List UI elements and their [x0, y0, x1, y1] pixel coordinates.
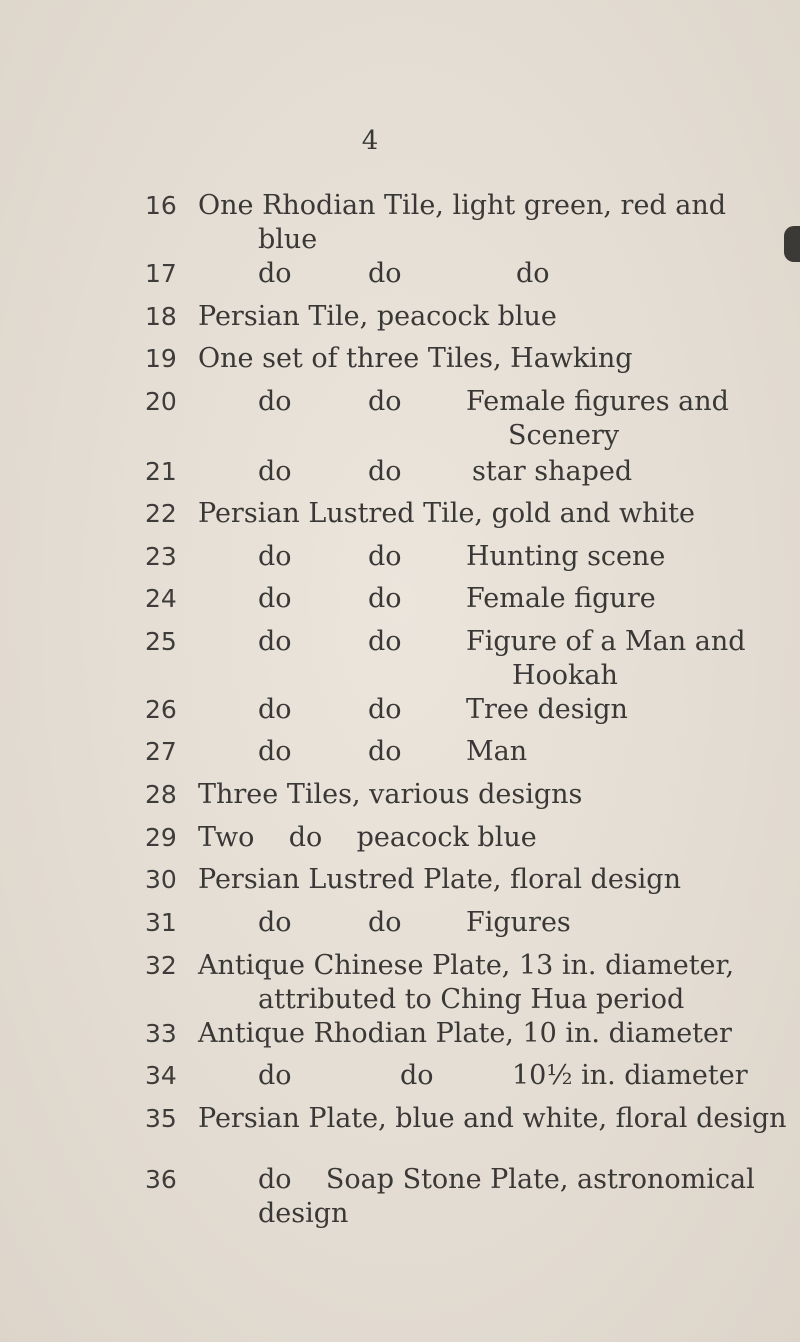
ditto-mark: do: [368, 736, 402, 767]
lot-number: 30: [145, 865, 177, 894]
lot-description: Tree design: [466, 694, 628, 725]
lot-number: 28: [145, 780, 177, 809]
lot-number: 35: [145, 1104, 177, 1133]
lot-number: 22: [145, 499, 177, 528]
lot-description: Hunting scene: [466, 541, 666, 572]
lot-number: 24: [145, 584, 177, 613]
lot-number: 16: [145, 191, 177, 220]
lot-description: Persian Plate, blue and white, floral design: [198, 1103, 787, 1134]
ditto-mark: do: [258, 907, 292, 938]
ditto-mark: do: [368, 258, 402, 289]
lot-description: Man: [466, 736, 528, 767]
ditto-mark: do: [368, 583, 402, 614]
lot-description-continued: attributed to Ching Hua period: [258, 984, 685, 1015]
ditto-mark: do: [258, 583, 292, 614]
lot-number: 26: [145, 695, 177, 724]
lot-description: Antique Chinese Plate, 13 in. diameter,: [198, 950, 735, 981]
ditto-mark: do: [368, 386, 402, 417]
lot-number: 23: [145, 542, 177, 571]
lot-number: 34: [145, 1061, 177, 1090]
ditto-mark: do: [368, 626, 402, 657]
lot-number: 36: [145, 1165, 177, 1194]
lot-description: 10½ in. diameter: [512, 1060, 748, 1091]
lot-number: 31: [145, 908, 177, 937]
lot-number: 19: [145, 344, 177, 373]
ditto-mark: do: [258, 626, 292, 657]
lot-number: 29: [145, 823, 177, 852]
ink-blot: [784, 226, 800, 262]
lot-number: 17: [145, 259, 177, 288]
lot-number: 25: [145, 627, 177, 656]
ditto-mark: do: [368, 541, 402, 572]
ditto-mark: do: [516, 258, 550, 289]
lot-description: Female figures and: [466, 386, 729, 417]
lot-number: 20: [145, 387, 177, 416]
lot-number: 21: [145, 457, 177, 486]
lot-description: Persian Lustred Plate, floral design: [198, 864, 681, 895]
ditto-mark: do: [258, 541, 292, 572]
lot-description: Figures: [466, 907, 571, 938]
ditto-mark: do: [258, 1060, 292, 1091]
lot-description-continued: Hookah: [512, 660, 618, 691]
ditto-mark: do: [258, 736, 292, 767]
lot-description: Persian Lustred Tile, gold and white: [198, 498, 695, 529]
ditto-mark: do: [400, 1060, 434, 1091]
lot-description-continued: blue: [258, 224, 318, 255]
lot-description: Antique Rhodian Plate, 10 in. diameter: [198, 1018, 732, 1049]
lot-description: One Rhodian Tile, light green, red and: [198, 190, 727, 221]
lot-number: 32: [145, 951, 177, 980]
page-number: 4: [361, 126, 379, 156]
lot-description: One set of three Tiles, Hawking: [198, 343, 633, 374]
lot-number: 33: [145, 1019, 177, 1048]
lot-description: do Soap Stone Plate, astronomical: [258, 1164, 755, 1195]
ditto-mark: do: [368, 456, 402, 487]
ditto-mark: do: [368, 907, 402, 938]
lot-description-continued: Scenery: [508, 420, 620, 451]
lot-description: Two do peacock blue: [198, 822, 537, 853]
lot-number: 18: [145, 302, 177, 331]
lot-description: Three Tiles, various designs: [198, 779, 583, 810]
lot-description-continued: design: [258, 1198, 349, 1229]
ditto-mark: do: [368, 694, 402, 725]
lot-number: 27: [145, 737, 177, 766]
lot-description: Female figure: [466, 583, 656, 614]
lot-description: star shaped: [472, 456, 633, 487]
ditto-mark: do: [258, 694, 292, 725]
ditto-mark: do: [258, 386, 292, 417]
lot-description: Persian Tile, peacock blue: [198, 301, 557, 332]
lot-description: Figure of a Man and: [466, 626, 746, 657]
ditto-mark: do: [258, 456, 292, 487]
ditto-mark: do: [258, 258, 292, 289]
